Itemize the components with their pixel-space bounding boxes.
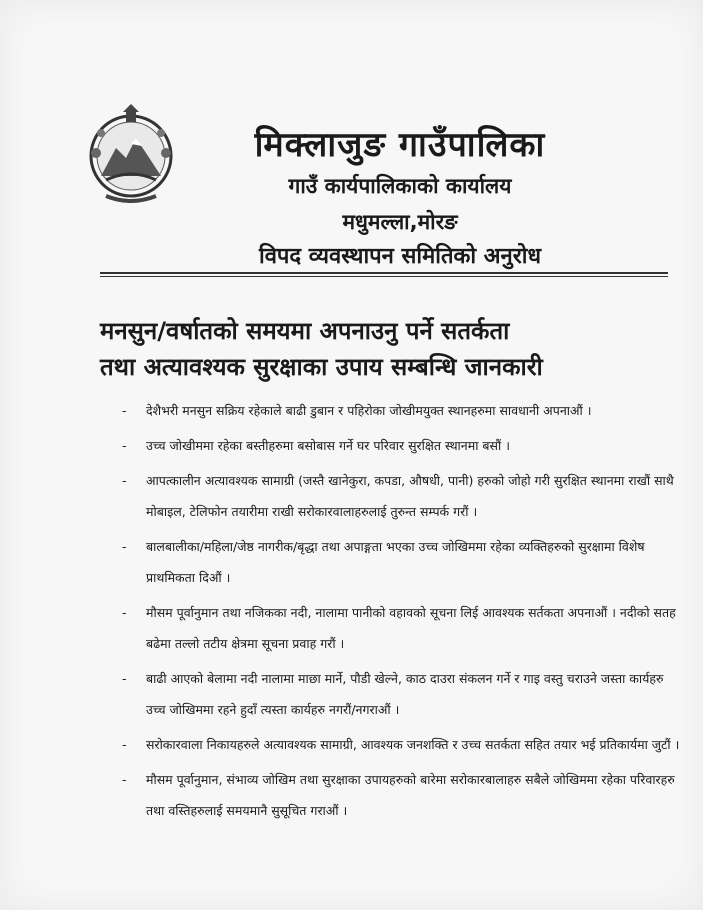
list-item bbox=[120, 430, 680, 461]
list-item-text: मौसम पूर्वानुमान, संभाव्य जोखिम तथा सुरक्षाका उपायहरुको बारेमा सरोकारबालाहरु सबैले जोखिममा रहेका परिवारहरु तथा वस्तिहरुलाई समयमानै सुसूचित गराऔं । bbox=[146, 772, 675, 818]
office-name: गाउँ कार्यपालिकाको कार्यालय bbox=[288, 174, 512, 198]
bullet-dash: - bbox=[122, 605, 127, 620]
notice-title-line-1: मनसुन/वर्षातको समयमा अपनाउनु पर्ने सतर्कता bbox=[100, 317, 510, 345]
committee-notice: विपद व्यवस्थापन समितिको अनुरोध bbox=[259, 244, 541, 269]
list-item-text: मौसम पूर्वानुमान तथा नजिकका नदी, नालामा पानीको वहावको सूचना लिई आवश्यक सर्तकता अपनाऔं । नदीको सतह बढेमा तल्लो तटीय क्षेत्रमा सूचना प्रवाह गरौं । bbox=[146, 605, 676, 651]
precaution-list bbox=[120, 395, 680, 830]
list-item bbox=[120, 663, 680, 725]
bullet-dash: - bbox=[122, 737, 127, 752]
bullet-dash: - bbox=[122, 772, 127, 787]
bullet-dash: - bbox=[122, 403, 127, 418]
list-item-text: बालबालीका/महिला/जेष्ठ नागरीक/बृद्धा तथा अपाङ्गता भएका उच्च जोखिममा रहेका व्यक्तिहरुको सुरक्षामा विशेष प्राथमिकता दिऔं । bbox=[146, 539, 645, 585]
list-item-text: देशैभरी मनसुन सक्रिय रहेकाले बाढी डुबान र पहिरोका जोखीमयुक्त स्थानहरुमा सावधानी अपनाऔं । bbox=[146, 403, 592, 418]
header-divider-thin bbox=[100, 276, 668, 277]
list-item-text: सरोकारवाला निकायहरुले अत्यावश्यक सामाग्री, आवश्यक जनशक्ति र उच्च सतर्कता सहित तयार भई प्रतिकार्यमा जुटौं । bbox=[146, 737, 680, 752]
list-item bbox=[120, 531, 680, 593]
list-item bbox=[120, 764, 680, 826]
organization-name: मिक्लाजुङ गाउँपालिका bbox=[254, 125, 546, 165]
bullet-dash: - bbox=[122, 539, 127, 554]
list-item-text: आपत्कालीन अत्यावश्यक सामाग्री (जस्तै खानेकुरा, कपडा, औषधी, पानी) हरुको जोहो गरी सुरक्षित स्थानमा राखौं साथै मोबाइल, टेलिफोन तयारीमा राखी सरोकारवालाहरुलाई तुरुन्त सम्पर्क गरौं । bbox=[146, 473, 674, 519]
list-item-text: उच्च जोखीममा रहेका बस्तीहरुमा बसोबास गर्ने घर परिवार सुरक्षित स्थानमा बसौं । bbox=[146, 438, 510, 453]
list-item bbox=[120, 395, 680, 426]
notice-title-line-2: तथा अत्यावश्यक सुरक्षाका उपाय सम्बन्धि जानकारी bbox=[100, 353, 543, 381]
list-item bbox=[120, 465, 680, 527]
list-item bbox=[120, 597, 680, 659]
header-divider bbox=[100, 272, 668, 274]
list-item-text: बाढी आएको बेलामा नदी नालामा माछा मार्ने, पौडी खेल्ने, काठ दाउरा संकलन गर्ने र गाइ वस्तु चराउने जस्ता कार्यहरु उच्च जोखिममा रहने हुदाँ त्यस्ता कार्यहरु नगरौं/नगराऔं । bbox=[146, 671, 664, 717]
bullet-dash: - bbox=[122, 473, 127, 488]
location-name: मधुमल्ला,मोरङ bbox=[342, 210, 458, 234]
nepal-emblem-icon bbox=[76, 98, 186, 208]
list-item bbox=[120, 729, 680, 760]
bullet-dash: - bbox=[122, 671, 127, 686]
bullet-dash: - bbox=[122, 438, 127, 453]
